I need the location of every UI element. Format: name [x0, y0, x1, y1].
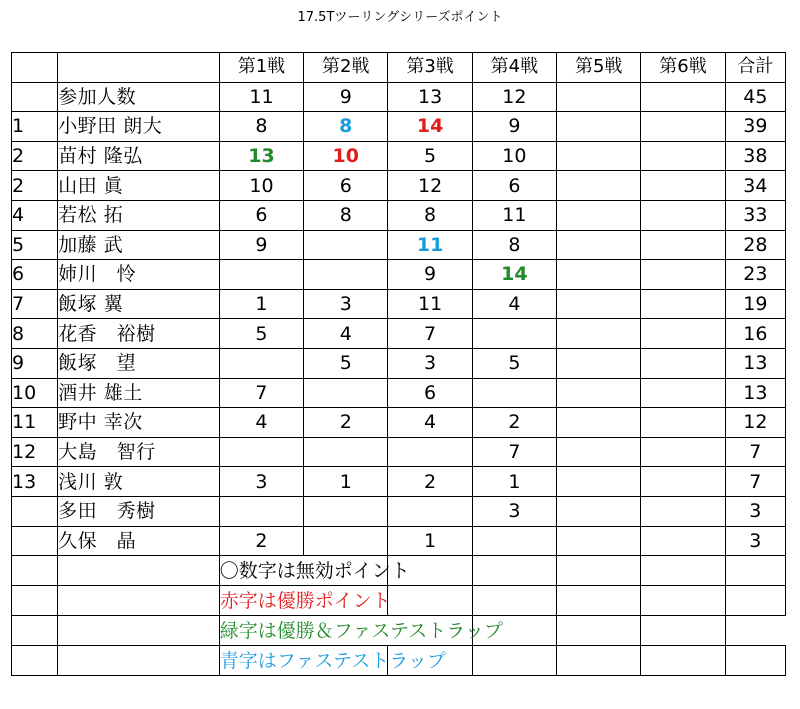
round-5-points [557, 467, 641, 497]
round-3-points: 5 [388, 141, 472, 171]
note-blank [472, 646, 556, 676]
round-2-points: 3 [304, 289, 388, 319]
round-6-points [641, 408, 725, 438]
round-6-points [641, 260, 725, 290]
driver-name: 野中 幸次 [58, 408, 220, 438]
header-round-2: 第2戦 [304, 53, 388, 83]
driver-name: 飯塚 望 [58, 348, 220, 378]
round-6-points [641, 171, 725, 201]
round-1-points [219, 260, 303, 290]
total-points: 28 [725, 230, 785, 260]
participants-r4: 12 [472, 82, 556, 112]
round-6-points [641, 348, 725, 378]
participants-r5 [557, 82, 641, 112]
round-1-points: 10 [219, 171, 303, 201]
rank-cell: 6 [12, 260, 58, 290]
table-row [12, 289, 786, 319]
participants-label: 参加人数 [58, 82, 220, 112]
header-total: 合計 [725, 53, 785, 83]
round-6-points [641, 496, 725, 526]
round-4-points: 6 [472, 171, 556, 201]
round-2-points: 5 [304, 348, 388, 378]
page-title: 17.5Tツーリングシリーズポイント [297, 10, 503, 25]
round-5-points [557, 141, 641, 171]
note-blank [472, 586, 556, 616]
note-blank [12, 586, 58, 616]
round-5-points [557, 289, 641, 319]
total-points: 38 [725, 141, 785, 171]
round-5-points [557, 348, 641, 378]
total-points: 13 [725, 348, 785, 378]
round-1-points: 3 [219, 467, 303, 497]
driver-name: 加藤 武 [58, 230, 220, 260]
round-5-points [557, 319, 641, 349]
round-6-points [641, 467, 725, 497]
note-invalid-points: 〇数字は無効ポイント [219, 556, 388, 586]
round-1-points: 4 [219, 408, 303, 438]
total-points: 39 [725, 112, 785, 142]
header-round-3: 第3戦 [388, 53, 472, 83]
round-4-points: 5 [472, 348, 556, 378]
table-row [12, 260, 786, 290]
rank-cell: 13 [12, 467, 58, 497]
note-blank [725, 646, 785, 676]
note-blank [58, 616, 220, 646]
driver-name: 浅川 敦 [58, 467, 220, 497]
rank-cell: 7 [12, 289, 58, 319]
round-5-points [557, 200, 641, 230]
fastest-lap-points: 11 [416, 233, 444, 256]
total-points: 12 [725, 408, 785, 438]
table-row [12, 141, 786, 171]
round-1-points [219, 496, 303, 526]
rank-cell: 10 [12, 378, 58, 408]
rank-cell: 1 [12, 112, 58, 142]
round-1-points: 8 [219, 112, 303, 142]
round-3-points: 8 [388, 200, 472, 230]
round-1-points: 6 [219, 200, 303, 230]
rank-cell: 8 [12, 319, 58, 349]
header-blank-rank [12, 53, 58, 83]
total-points: 19 [725, 289, 785, 319]
driver-name: 飯塚 翼 [58, 289, 220, 319]
round-4-points: 9 [472, 112, 556, 142]
note-blank [388, 586, 472, 616]
driver-name: 酒井 雄土 [58, 378, 220, 408]
note-blank [58, 646, 220, 676]
table-row [12, 230, 786, 260]
round-3-points [388, 230, 472, 260]
driver-name: 若松 拓 [58, 200, 220, 230]
rank-cell: 2 [12, 171, 58, 201]
round-6-points [641, 526, 725, 556]
note-blank [12, 646, 58, 676]
round-6-points [641, 141, 725, 171]
note-blank [641, 646, 725, 676]
total-points: 13 [725, 378, 785, 408]
table-row [12, 526, 786, 556]
note-row [12, 616, 786, 646]
note-blank [557, 616, 641, 646]
win-points: 10 [332, 145, 359, 168]
note-blank [557, 586, 641, 616]
header-round-4: 第4戦 [472, 53, 556, 83]
note-blank [641, 616, 725, 646]
round-1-points: 2 [219, 526, 303, 556]
round-4-points: 4 [472, 289, 556, 319]
round-5-points [557, 230, 641, 260]
round-6-points [641, 112, 725, 142]
round-2-points [304, 260, 388, 290]
rank-cell: 5 [12, 230, 58, 260]
round-5-points [557, 496, 641, 526]
round-2-points: 1 [304, 467, 388, 497]
round-5-points [557, 437, 641, 467]
note-blank [557, 646, 641, 676]
rank-cell [12, 526, 58, 556]
table-row [12, 200, 786, 230]
round-1-points: 7 [219, 378, 303, 408]
note-row [12, 586, 786, 616]
note-red-win-points: 赤字は優勝ポイント [219, 586, 388, 616]
table-row [12, 348, 786, 378]
win-fastest-lap-points: 14 [501, 263, 528, 286]
round-4-points [472, 378, 556, 408]
round-3-points [388, 112, 472, 142]
round-6-points [641, 289, 725, 319]
round-2-points [304, 496, 388, 526]
round-1-points [219, 348, 303, 378]
round-4-points: 7 [472, 437, 556, 467]
round-5-points [557, 260, 641, 290]
round-5-points [557, 408, 641, 438]
note-blank [725, 556, 785, 586]
note-blank [12, 616, 58, 646]
rank-cell [12, 496, 58, 526]
total-points: 33 [725, 200, 785, 230]
round-3-points: 2 [388, 467, 472, 497]
round-4-points: 8 [472, 230, 556, 260]
round-3-points: 11 [388, 289, 472, 319]
total-points: 7 [725, 467, 785, 497]
table-row [12, 467, 786, 497]
total-points: 34 [725, 171, 785, 201]
round-5-points [557, 378, 641, 408]
rank-cell: 11 [12, 408, 58, 438]
round-4-points: 11 [472, 200, 556, 230]
header-row [12, 53, 786, 83]
driver-name: 花香 裕樹 [58, 319, 220, 349]
header-round-1: 第1戦 [219, 53, 303, 83]
round-2-points [304, 437, 388, 467]
header-blank-name [58, 53, 220, 83]
round-2-points [304, 141, 388, 171]
round-2-points: 8 [304, 200, 388, 230]
table-row [12, 496, 786, 526]
round-2-points [304, 378, 388, 408]
round-6-points [641, 200, 725, 230]
driver-name: 姉川 怜 [58, 260, 220, 290]
round-4-points [472, 319, 556, 349]
round-4-points [472, 260, 556, 290]
round-2-points: 2 [304, 408, 388, 438]
fastest-lap-points: 8 [339, 115, 353, 138]
round-1-points [219, 141, 303, 171]
note-row [12, 556, 786, 586]
note-green-win-fastest-lap: 緑字は優勝＆ファステストラップ [219, 616, 472, 646]
note-blank [58, 586, 220, 616]
note-blue-fastest-lap: 青字はファステストラップ [219, 646, 388, 676]
total-points: 23 [725, 260, 785, 290]
table-row [12, 408, 786, 438]
participants-r2: 9 [304, 82, 388, 112]
table-row [12, 378, 786, 408]
round-2-points [304, 230, 388, 260]
note-row [12, 646, 786, 676]
note-blank [557, 556, 641, 586]
participants-r6 [641, 82, 725, 112]
driver-name: 大島 智行 [58, 437, 220, 467]
note-blank [641, 556, 725, 586]
note-blank [725, 586, 785, 616]
round-5-points [557, 526, 641, 556]
round-6-points [641, 378, 725, 408]
round-5-points [557, 171, 641, 201]
round-1-points [219, 437, 303, 467]
round-4-points: 3 [472, 496, 556, 526]
round-3-points: 3 [388, 348, 472, 378]
participants-row [12, 82, 786, 112]
driver-name: 小野田 朗大 [58, 112, 220, 142]
driver-name: 山田 眞 [58, 171, 220, 201]
note-blank [472, 556, 556, 586]
total-points: 16 [725, 319, 785, 349]
rank-cell: 12 [12, 437, 58, 467]
win-points: 14 [416, 115, 444, 138]
round-3-points: 12 [388, 171, 472, 201]
table-row [12, 437, 786, 467]
participants-r3: 13 [388, 82, 472, 112]
rank-cell: 9 [12, 348, 58, 378]
round-1-points: 9 [219, 230, 303, 260]
participants-r1: 11 [219, 82, 303, 112]
standings-table [11, 52, 786, 676]
note-blank [58, 556, 220, 586]
total-points: 3 [725, 526, 785, 556]
table-row [12, 112, 786, 142]
round-4-points: 2 [472, 408, 556, 438]
header-round-5: 第5戦 [557, 53, 641, 83]
total-points: 3 [725, 496, 785, 526]
win-fastest-lap-points: 13 [248, 145, 275, 168]
participants-total: 45 [725, 82, 785, 112]
rank-cell: 2 [12, 141, 58, 171]
round-3-points: 7 [388, 319, 472, 349]
round-3-points [388, 437, 472, 467]
round-3-points: 9 [388, 260, 472, 290]
round-4-points: 10 [472, 141, 556, 171]
round-4-points: 1 [472, 467, 556, 497]
round-6-points [641, 230, 725, 260]
round-6-points [641, 319, 725, 349]
note-blank [12, 556, 58, 586]
driver-name: 久保 晶 [58, 526, 220, 556]
round-3-points [388, 496, 472, 526]
round-5-points [557, 112, 641, 142]
header-round-6: 第6戦 [641, 53, 725, 83]
total-points: 7 [725, 437, 785, 467]
round-2-points [304, 112, 388, 142]
note-blank [641, 586, 725, 616]
round-4-points [472, 526, 556, 556]
round-6-points [641, 437, 725, 467]
round-3-points: 6 [388, 378, 472, 408]
round-3-points: 1 [388, 526, 472, 556]
rank-cell: 4 [12, 200, 58, 230]
round-3-points: 4 [388, 408, 472, 438]
driver-name: 苗村 隆弘 [58, 141, 220, 171]
round-2-points: 6 [304, 171, 388, 201]
table-row [12, 171, 786, 201]
round-1-points: 5 [219, 319, 303, 349]
round-2-points [304, 526, 388, 556]
round-1-points: 1 [219, 289, 303, 319]
participants-rank [12, 82, 58, 112]
table-row [12, 319, 786, 349]
round-2-points: 4 [304, 319, 388, 349]
driver-name: 多田 秀樹 [58, 496, 220, 526]
